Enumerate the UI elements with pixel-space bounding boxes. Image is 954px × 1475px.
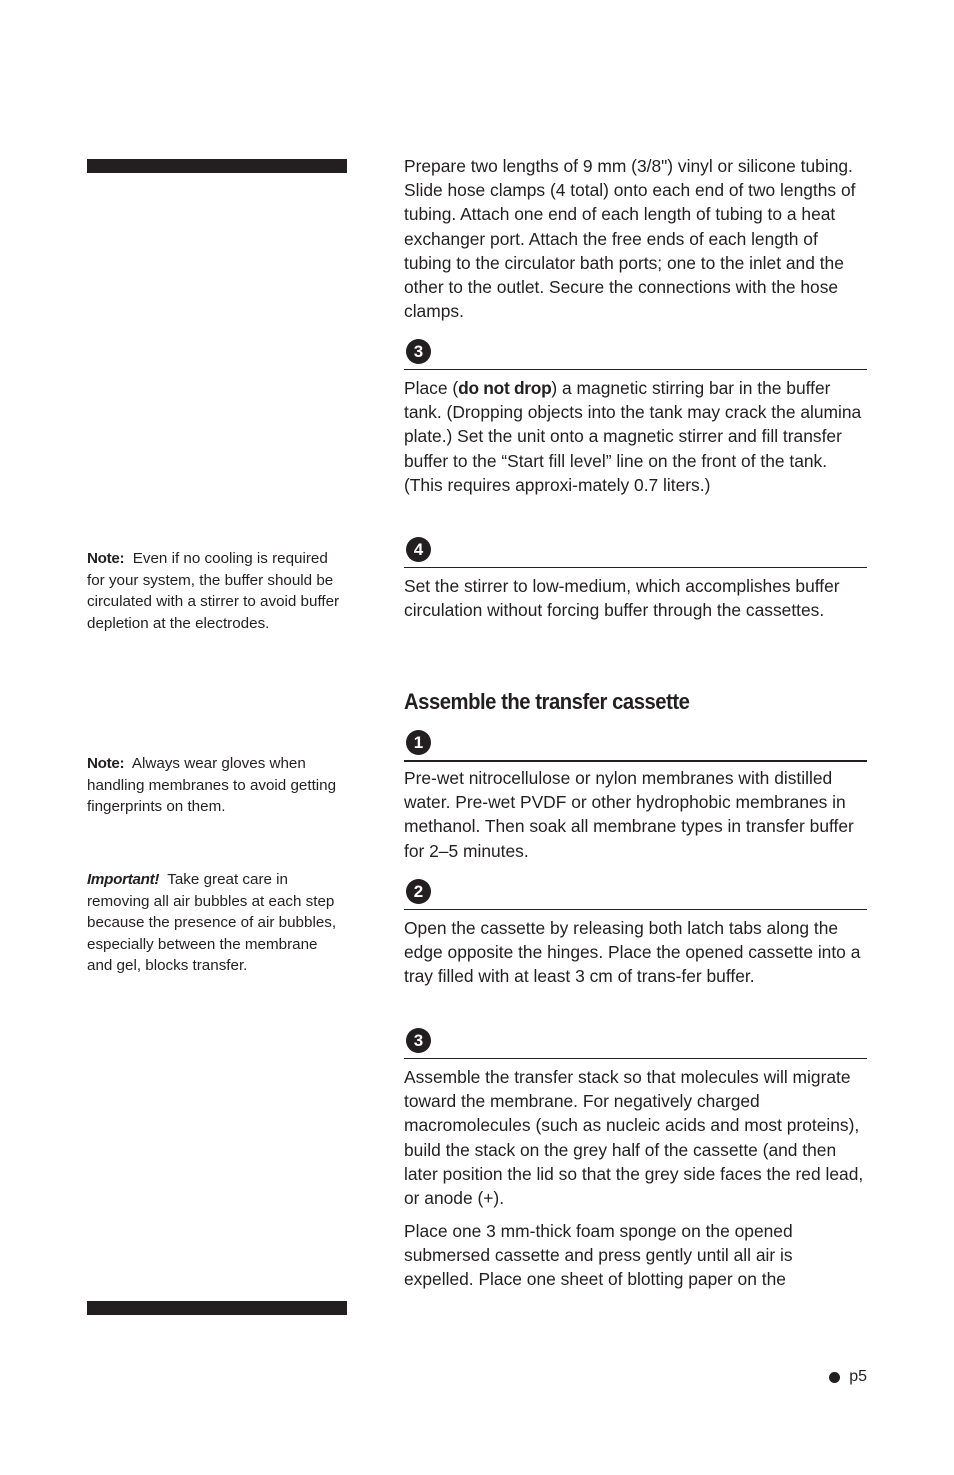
section-heading: Assemble the transfer cassette: [404, 689, 690, 714]
step-1-text: Pre-wet nitrocellulose or nylon membranes with distilled water. Pre-wet PVDF or other hydrophobic membranes in methanol. Then soak all membrane types in transfer buffer for 2–5 minutes.: [404, 768, 854, 861]
step-number-badge: 2: [406, 879, 431, 904]
step-3b-text-continued: Place one 3 mm-thick foam sponge on the opened submersed cassette and press gently until all air is expelled. Place one sheet of blotting paper on the: [404, 1221, 793, 1290]
step-3-header: [404, 339, 867, 370]
step-3b-text: Assemble the transfer stack so that molecules will migrate toward the membrane. For negatively charged macromolecules (such as nucleic acids and most proteins), build the stack on the grey half of the cassette (and then later position the lid so that the grey side faces the red lead, or anode (+).: [404, 1067, 864, 1209]
step-number-badge: 3: [406, 339, 431, 364]
step-4-header: [404, 537, 867, 568]
step-2-header: [404, 879, 867, 910]
step-number-badge: 3: [406, 1028, 431, 1053]
bottom-sidebar-bar: [87, 1301, 347, 1315]
intro-paragraph: Prepare two lengths of 9 mm (3/8") vinyl or silicone tubing. Slide hose clamps (4 total) onto each end of two lengths of tubing. Attach one end of each length of tubing to a heat exchanger port. Attach the free ends of each length of tubing to the circulator bath ports; one to the inlet and the other to the outlet. Secure the connections with the hose clamps.: [404, 156, 856, 322]
step-number-badge: 1: [406, 730, 431, 755]
bullet-icon: [829, 1372, 840, 1383]
side-note-cooling: Note: Even if no cooling is required for your system, the buffer should be circulated with a stirrer to avoid buffer depletion at the electrodes.: [87, 550, 340, 632]
step-2-text: Open the cassette by releasing both latch tabs along the edge opposite the hinges. Place the opened cassette into a tray filled with at least 3 cm of trans-fer buffer.: [404, 918, 861, 987]
step-number-badge: 4: [406, 537, 431, 562]
important-label: Important!: [87, 871, 160, 888]
step-4-text: Set the stirrer to low-medium, which accomplishes buffer circulation without forcing buffer through the cassettes.: [404, 576, 840, 621]
side-note-important: Important! Take great care in removing all air bubbles at each step because the presence of air bubbles, especially between the membrane and gel, blocks transfer.: [87, 871, 337, 975]
emphasis-text: do not drop: [458, 378, 552, 398]
page-footer: [829, 1367, 867, 1387]
side-note-gloves: Note: Always wear gloves when handling membranes to avoid getting fingerprints on them.: [87, 755, 337, 816]
note-label: Note:: [87, 755, 125, 772]
step-3b-header: [404, 1028, 867, 1059]
top-sidebar-bar: [87, 159, 347, 173]
page-number: p5: [849, 1368, 867, 1385]
note-label: Note:: [87, 550, 125, 567]
step-1-header: [404, 730, 867, 762]
step-3-text: Place (do not drop) a magnetic stirring bar in the buffer tank. (Dropping objects into the tank may crack the alumina plate.) Set the unit onto a magnetic stirrer and fill transfer buffer to the “Start fill level” line on the front of the tank. (This requires approxi-mately 0.7 liters.): [404, 378, 862, 495]
